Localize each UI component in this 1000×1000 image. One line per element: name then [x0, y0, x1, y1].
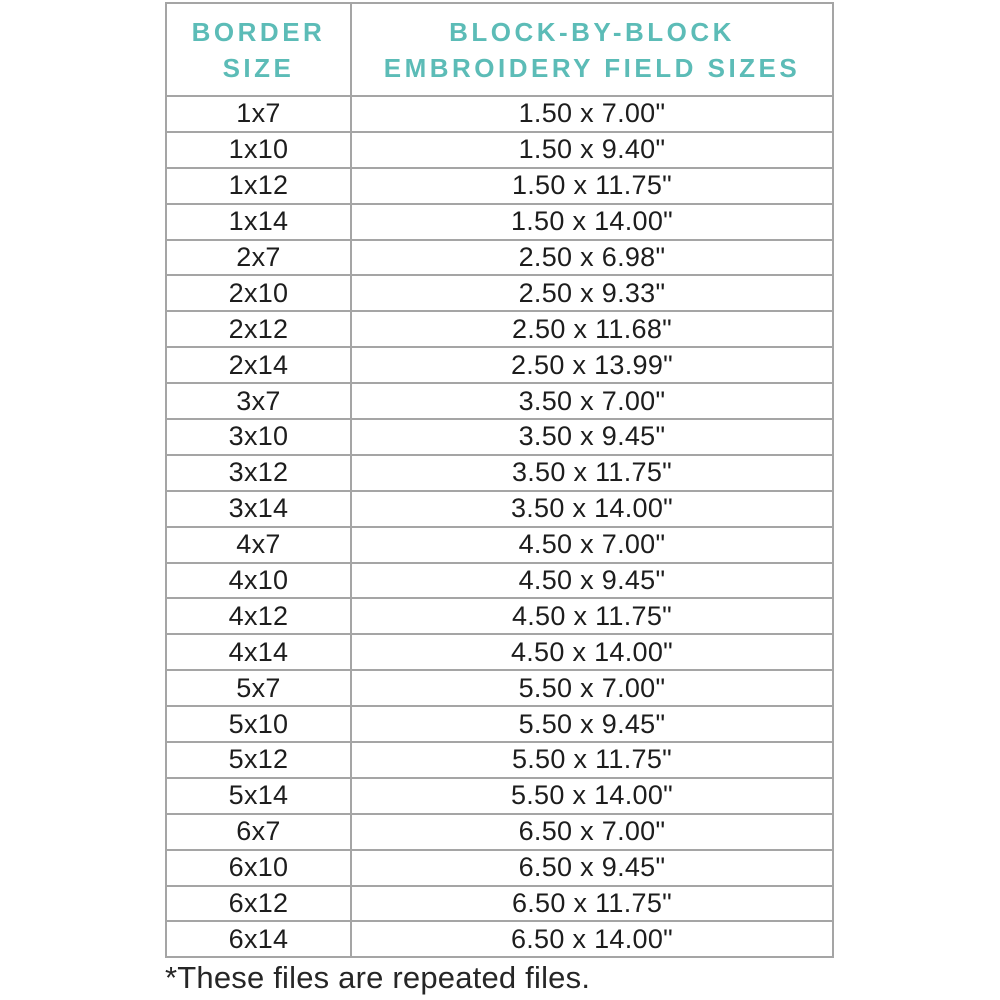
table-row [166, 204, 833, 240]
table-row [166, 96, 833, 132]
field-size-cell: 4.50 x 11.75" [351, 598, 833, 634]
field-size-cell: 5.50 x 14.00" [351, 778, 833, 814]
table-row [166, 491, 833, 527]
table-row [166, 383, 833, 419]
border-size-cell: 3x14 [166, 491, 351, 527]
header-line: BLOCK-BY-BLOCK [449, 16, 735, 47]
field-size-cell: 5.50 x 9.45" [351, 706, 833, 742]
table-row [166, 634, 833, 670]
field-sizes-column-header [351, 3, 833, 96]
border-size-cell: 2x10 [166, 275, 351, 311]
table-row [166, 347, 833, 383]
field-size-cell: 4.50 x 14.00" [351, 634, 833, 670]
border-size-cell: 2x7 [166, 240, 351, 276]
table-header [166, 3, 833, 96]
border-size-cell: 1x14 [166, 204, 351, 240]
table-row [166, 311, 833, 347]
field-size-cell: 4.50 x 7.00" [351, 527, 833, 563]
field-size-cell: 2.50 x 11.68" [351, 311, 833, 347]
table-row [166, 563, 833, 599]
field-size-cell: 5.50 x 11.75" [351, 742, 833, 778]
border-size-cell: 6x10 [166, 850, 351, 886]
border-size-cell: 4x14 [166, 634, 351, 670]
field-size-cell: 1.50 x 7.00" [351, 96, 833, 132]
table-row [166, 778, 833, 814]
border-size-column-header [166, 3, 351, 96]
table-row [166, 168, 833, 204]
field-size-cell: 3.50 x 9.45" [351, 419, 833, 455]
border-size-cell: 1x7 [166, 96, 351, 132]
border-size-cell: 2x14 [166, 347, 351, 383]
table-row [166, 706, 833, 742]
border-size-cell: 3x10 [166, 419, 351, 455]
border-size-cell: 5x14 [166, 778, 351, 814]
border-size-cell: 2x12 [166, 311, 351, 347]
field-size-cell: 6.50 x 9.45" [351, 850, 833, 886]
table-row [166, 132, 833, 168]
field-size-cell: 2.50 x 9.33" [351, 275, 833, 311]
field-size-cell: 6.50 x 11.75" [351, 886, 833, 922]
field-size-cell: 5.50 x 7.00" [351, 670, 833, 706]
field-size-cell: 3.50 x 14.00" [351, 491, 833, 527]
border-size-cell: 4x12 [166, 598, 351, 634]
field-size-cell: 1.50 x 14.00" [351, 204, 833, 240]
table-row [166, 921, 833, 957]
field-size-cell: 1.50 x 11.75" [351, 168, 833, 204]
field-size-cell: 2.50 x 6.98" [351, 240, 833, 276]
border-size-cell: 6x7 [166, 814, 351, 850]
field-size-cell: 2.50 x 13.99" [351, 347, 833, 383]
table-row [166, 814, 833, 850]
field-size-cell: 3.50 x 11.75" [351, 455, 833, 491]
header-line: BORDER [191, 16, 326, 47]
border-size-cell: 6x12 [166, 886, 351, 922]
header-line: SIZE [222, 52, 295, 83]
table-row [166, 886, 833, 922]
header-row [166, 3, 833, 96]
table-row [166, 275, 833, 311]
table-row [166, 419, 833, 455]
table-row [166, 527, 833, 563]
border-size-cell: 4x10 [166, 563, 351, 599]
table-row [166, 455, 833, 491]
field-size-cell: 4.50 x 9.45" [351, 563, 833, 599]
table-row [166, 742, 833, 778]
border-size-cell: 5x12 [166, 742, 351, 778]
footnote: *These files are repeated files. [165, 960, 591, 995]
field-size-cell: 1.50 x 9.40" [351, 132, 833, 168]
table-row [166, 670, 833, 706]
field-size-cell: 6.50 x 14.00" [351, 921, 833, 957]
field-size-cell: 6.50 x 7.00" [351, 814, 833, 850]
table-row [166, 240, 833, 276]
border-size-cell: 1x12 [166, 168, 351, 204]
border-size-cell: 6x14 [166, 921, 351, 957]
table-row [166, 850, 833, 886]
border-size-cell: 1x10 [166, 132, 351, 168]
border-size-cell: 4x7 [166, 527, 351, 563]
table-row [166, 598, 833, 634]
field-size-cell: 3.50 x 7.00" [351, 383, 833, 419]
border-size-cell: 5x7 [166, 670, 351, 706]
border-size-cell: 3x7 [166, 383, 351, 419]
border-size-cell: 5x10 [166, 706, 351, 742]
embroidery-size-table [165, 2, 834, 958]
border-size-cell: 3x12 [166, 455, 351, 491]
table-body [166, 96, 833, 957]
header-line: EMBROIDERY FIELD SIZES [383, 52, 801, 83]
